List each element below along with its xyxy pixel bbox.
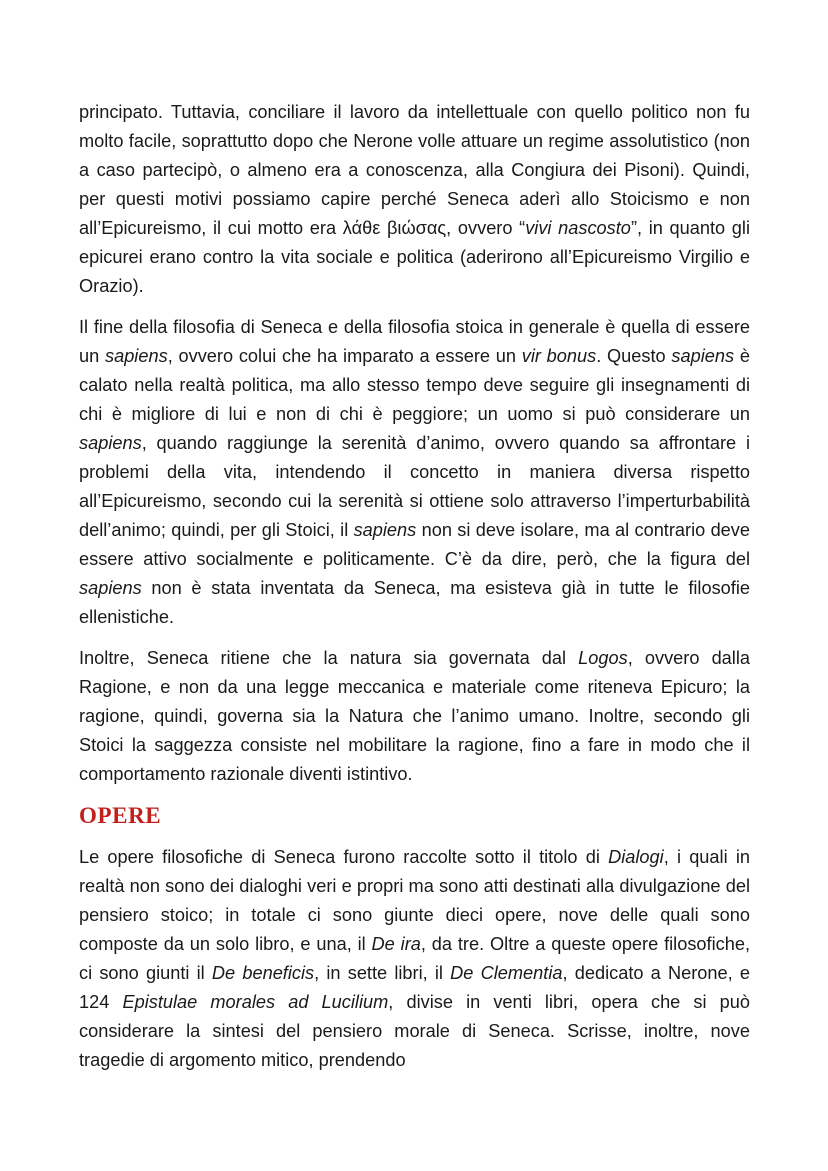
text-run: , da tre. Oltre a queste opere filosofiche, ci sono giunti il: [79, 934, 751, 983]
text-run: Il fine della filosofia di Seneca e della filosofia stoica in generale è quella di essere un: [79, 317, 750, 366]
text-run: non si deve isolare, ma al contrario deve essere attivo socialmente e politicamente. C’è da dire, però, che la figura del: [79, 520, 751, 569]
text-run: , quando raggiunge la serenità d’animo, ovvero quando sa affrontare i problemi della vita, intendendo il concetto in maniera diversa rispetto all’Epicureismo, secondo cui la serenità si ottiene solo attraverso l’imperturbabilità dell’animo; quindi, per gli Stoici, il: [79, 433, 750, 540]
paragraph-logos: [79, 644, 750, 789]
text-run: , divise in venti libri, opera che si può considerare la sintesi del pensiero morale di Seneca. Scrisse, inoltre, nove tragedie di argomento mitico, prendendo: [79, 992, 751, 1070]
text-run: è calato nella realtà politica, ma allo stesso tempo deve seguire gli insegnamenti di chi è migliore di lui e non di chi è peggiore; un uomo si può considerare un: [79, 346, 750, 424]
text-run: , in sette libri, il: [314, 963, 451, 983]
italic-text-run: sapiens: [671, 346, 735, 366]
italic-text-run: De ira: [371, 934, 421, 954]
text-run: Le opere filosofiche di Seneca furono raccolte sotto il titolo di: [79, 847, 609, 867]
text-run: ”, in quanto gli epicurei erano contro la vita sociale e politica (aderirono all’Epicureismo Virgilio e Orazio).: [79, 218, 751, 296]
paragraph-opere: [79, 843, 750, 1075]
italic-text-run: sapiens: [104, 346, 168, 366]
italic-text-run: Epistulae morales ad Lucilium: [122, 992, 389, 1012]
text-run: , i quali in realtà non sono dei dialoghi veri e propri ma sono atti destinati alla divulgazione del pensiero stoico; in totale ci sono giunte dieci opere, nove delle quali sono composte da un solo libro, e una, il: [79, 847, 750, 954]
text-run: Inoltre, Seneca ritiene che la natura sia governata dal: [79, 648, 579, 668]
italic-text-run: De beneficis: [211, 963, 315, 983]
document-page: [79, 98, 750, 1087]
italic-text-run: Dialogi: [608, 847, 664, 867]
text-run: non è stata inventata da Seneca, ma esisteva già in tutte le filosofie ellenistiche.: [79, 578, 750, 627]
text-run: , dedicato a Nerone, e 124: [79, 963, 750, 1012]
italic-text-run: vir bonus: [521, 346, 597, 366]
italic-text-run: sapiens: [79, 578, 142, 598]
text-run: . Questo: [596, 346, 672, 366]
italic-text-run: Logos: [578, 648, 628, 668]
italic-text-run: vivi nascosto: [525, 218, 631, 238]
section-heading-opere: OPERE: [79, 803, 162, 828]
italic-text-run: De Clementia: [450, 963, 563, 983]
paragraph-sapiens: [79, 313, 750, 632]
text-run: , ovvero dalla Ragione, e non da una legge meccanica e materiale come riteneva Epicuro; la ragione, quindi, governa sia la Natura che l’animo umano. Inoltre, secondo gli Stoici la saggezza consiste nel mobilitare la ragione, fino a fare in modo che il comportamento razionale diventi istintivo.: [79, 648, 750, 784]
text-run: , ovvero colui che ha imparato a essere un: [167, 346, 522, 366]
text-run: principato. Tuttavia, conciliare il lavoro da intellettuale con quello politico non fu molto facile, soprattutto dopo che Nerone volle attuare un regime assolutistico (non a caso partecipò, o almeno era a conoscenza, alla Congiura dei Pisoni). Quindi, per questi motivi possiamo capire perché Seneca aderì allo Stoicismo e non all’Epicureismo, il cui motto era λάθε βιώσας, ovvero “: [79, 102, 750, 238]
italic-text-run: sapiens: [353, 520, 417, 540]
italic-text-run: sapiens: [79, 433, 142, 453]
paragraph-principato: [79, 98, 750, 301]
